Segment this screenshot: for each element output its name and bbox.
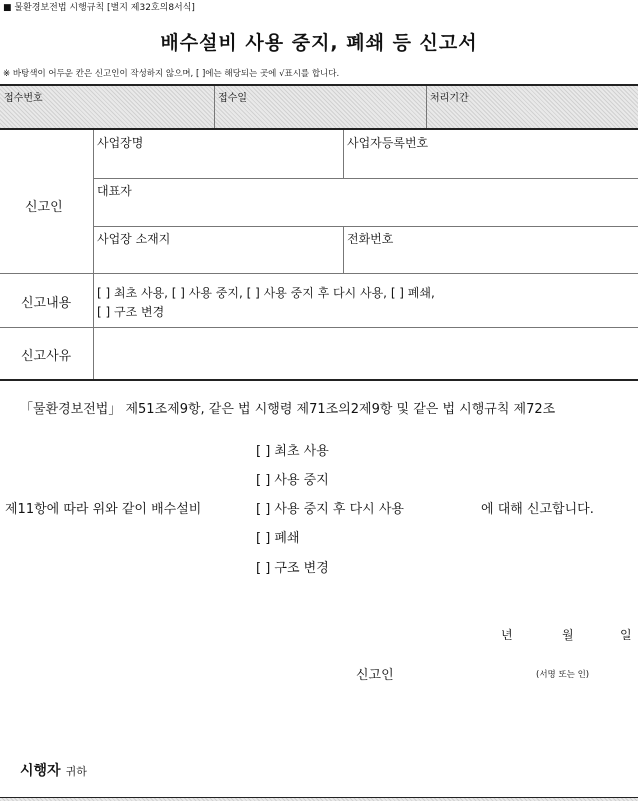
form-tag: ■ 물환경보전법 시행규칙 [별지 제32호의8서식] (3, 3, 195, 13)
date-year[interactable]: 년 (501, 628, 513, 642)
content-options-line1[interactable]: [ ] 최초 사용, [ ] 사용 중지, [ ] 사용 중지 후 다시 사용, [ ] 폐쇄, (97, 286, 435, 300)
addressee (20, 760, 87, 780)
representative-field[interactable]: 대표자 (97, 184, 132, 198)
date-day[interactable]: 일 (620, 628, 632, 642)
statement-suffix: 에 대해 신고합니다. (481, 502, 594, 517)
statement-line1: 「물환경보전법」 제51조제9항, 같은 법 시행령 제71조의2제9항 및 같은 법 시행규칙 제72조 (20, 402, 556, 417)
reason-input[interactable] (94, 328, 638, 379)
option-resume-use[interactable]: [ ] 사용 중지 후 다시 사용 (256, 502, 404, 517)
processing-period-label: 처리기간 (430, 93, 469, 104)
receipt-date-label: 접수일 (218, 93, 247, 104)
applicant-section-label: 신고인 (25, 200, 63, 215)
signature-label: 신고인 (356, 668, 394, 683)
phone-number-field[interactable]: 전화번호 (347, 232, 394, 246)
option-closure[interactable]: [ ] 폐쇄 (256, 531, 300, 546)
instruction-note: ※ 바탕색이 어두운 칸은 신고인이 작성하지 않으며, [ ]에는 해당되는 곳에 √표시를 합니다. (3, 69, 340, 79)
content-options-line2[interactable]: [ ] 구조 변경 (97, 305, 165, 319)
addressee-honorific: 귀하 (65, 765, 87, 778)
business-name-field[interactable]: 사업장명 (97, 136, 144, 150)
business-address-field[interactable]: 사업장 소재지 (97, 232, 171, 246)
addressee-name: 시행자 (20, 763, 61, 779)
form-title: 배수설비 사용 중지, 폐쇄 등 신고서 (160, 32, 478, 54)
receipt-number-label: 접수번호 (4, 93, 43, 104)
receipt-area (0, 84, 638, 128)
option-first-use[interactable]: [ ] 최초 사용 (256, 444, 329, 459)
content-section-label: 신고내용 (21, 296, 72, 311)
signature-hint[interactable]: (서명 또는 인) (536, 670, 590, 680)
option-suspend-use[interactable]: [ ] 사용 중지 (256, 473, 329, 488)
option-structure-change[interactable]: [ ] 구조 변경 (256, 561, 329, 576)
date-month[interactable]: 월 (562, 628, 574, 642)
reason-section-label: 신고사유 (21, 349, 72, 364)
business-registration-field[interactable]: 사업자등록번호 (347, 136, 429, 150)
statement-prefix: 제11항에 따라 위와 같이 배수설비 (5, 502, 202, 517)
